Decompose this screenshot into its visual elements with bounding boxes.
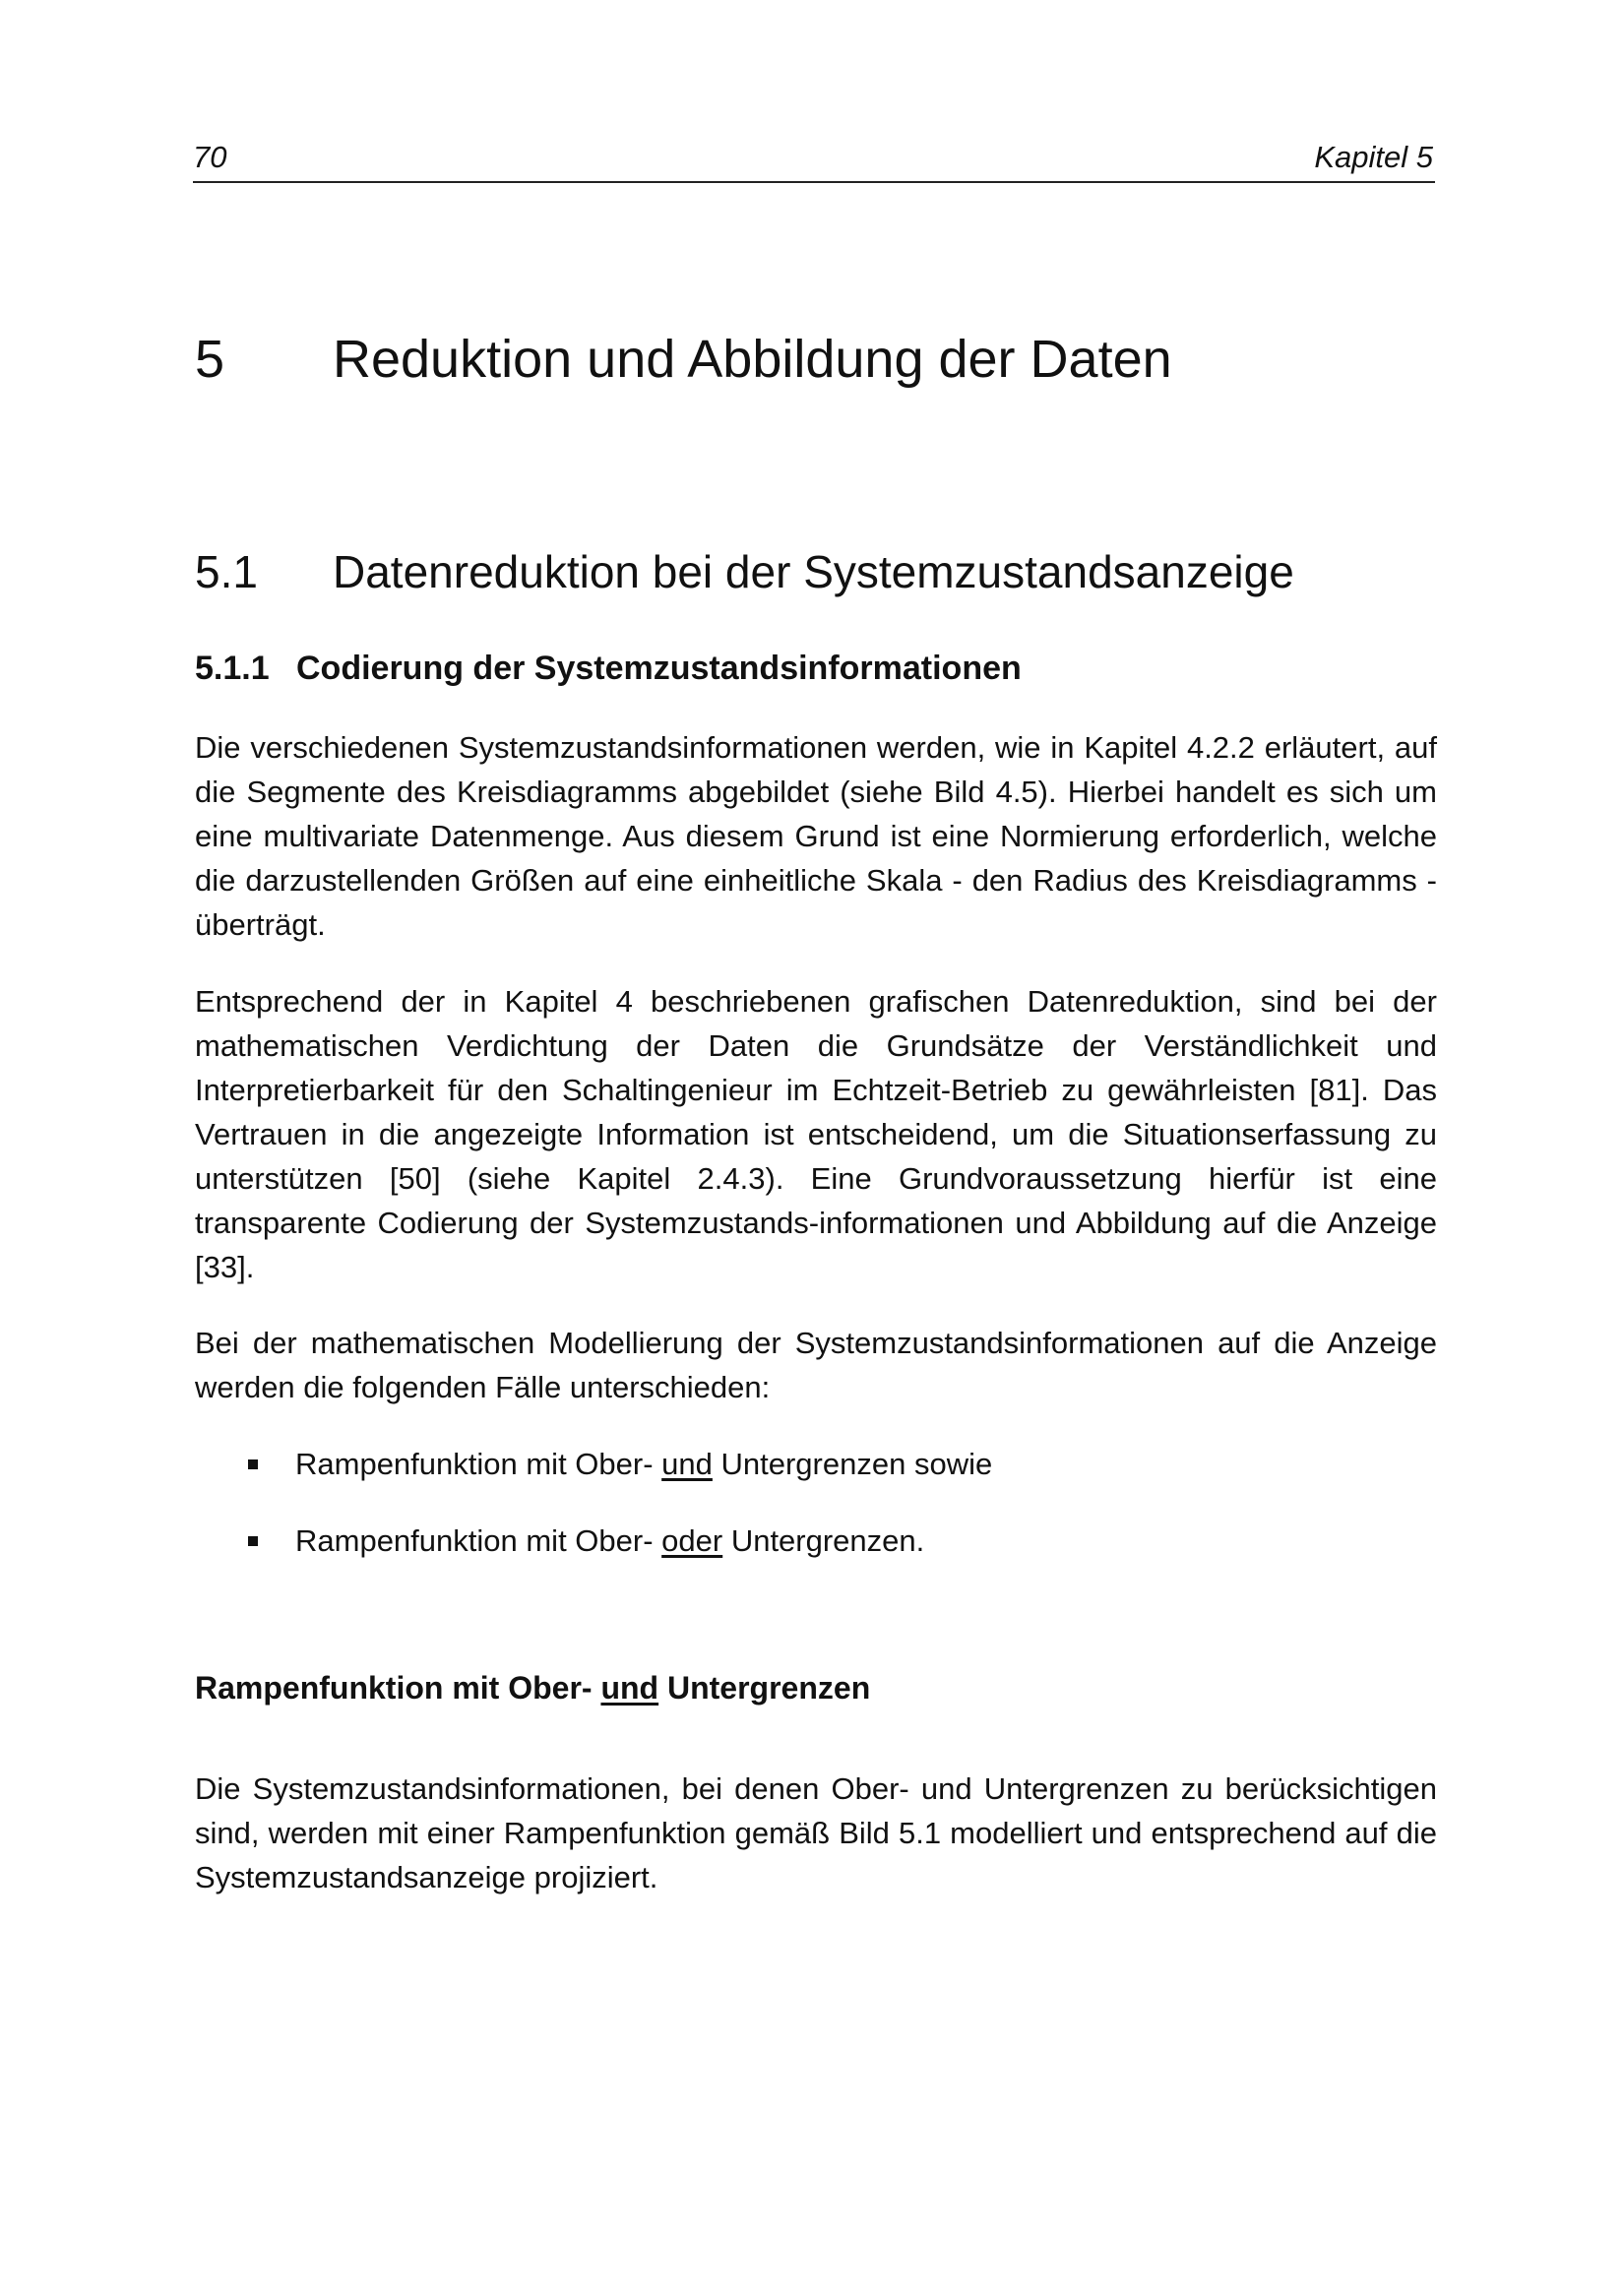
subsection-number: 5.1.1 [195,650,270,687]
bullet-text-before: Rampenfunktion mit Ober- [295,1447,662,1481]
body-paragraph-3: Bei der mathematischen Modellierung der Systemzustandsinformationen auf die Anzeige werden die folgenden Fälle unterschieden: [195,1326,1437,1404]
bullet-emphasis: und [661,1447,713,1481]
run-in-heading [195,1670,870,1706]
subsection-title: Codierung der Systemzustandsinformationen [296,650,1022,687]
square-bullet-icon [248,1536,258,1546]
chapter-number: 5 [195,330,225,389]
list-item [195,1442,1437,1486]
bullet-text-before: Rampenfunktion mit Ober- [295,1523,662,1558]
section-title: Datenreduktion bei der Systemzustandsanzeige [333,546,1294,597]
square-bullet-icon [248,1459,258,1469]
run-in-heading-before: Rampenfunktion mit Ober- [195,1670,601,1706]
section-number: 5.1 [195,546,258,597]
run-in-heading-after: Untergrenzen [658,1670,871,1706]
running-chapter-ref: Kapitel 5 [1314,140,1433,174]
body-paragraph-2: Entsprechend der in Kapitel 4 beschriebenen grafischen Datenreduktion, sind bei der mathematischen Verdichtung der Daten die Grundsätze der Verständlichkeit und Interpretierbarkeit für den Schaltingenieur im Echtzeit-Betrieb zu gewährleisten [81]. Das Vertrauen in die angezeigte Information ist entscheidend, um die Situationserfassung zu unterstützen [50] (siehe Kapitel 2.4.3). Eine Grundvoraussetzung hierfür ist eine transparente Codierung der Systemzustands-informationen und Abbildung auf die Anzeige [33]. [195,984,1437,1284]
list-item [195,1519,1437,1563]
bullet-list-item-1 [195,1442,1437,1486]
closing-paragraph: Die Systemzustandsinformationen, bei denen Ober- und Untergrenzen zu berücksichtigen sind, werden mit einer Rampenfunktion gemäß Bild 5.1 modelliert und entsprechend auf die Systemzustandsanzeige projiziert. [195,1771,1437,1894]
section-heading [195,545,1294,598]
subsection-heading [195,650,1022,688]
bullet-list-item-2 [195,1519,1437,1563]
bullet-text-after: Untergrenzen. [722,1523,925,1558]
bullet-text-after: Untergrenzen sowie [712,1447,993,1481]
chapter-title: Reduktion und Abbildung der Daten [333,330,1172,389]
body-paragraph-1: Die verschiedenen Systemzustandsinformationen werden, wie in Kapitel 4.2.2 erläutert, auf die Segmente des Kreisdiagramms abgebildet (siehe Bild 4.5). Hierbei handelt es sich um eine multivariate Datenmenge. Aus diesem Grund ist eine Normierung erforderlich, welche die darzustellenden Größen auf eine einheitliche Skala - den Radius des Kreisdiagramms - überträgt. [195,730,1437,942]
bullet-emphasis: oder [661,1523,723,1558]
chapter-heading [195,329,1172,390]
run-in-heading-emphasis: und [600,1670,659,1706]
running-header [193,136,1435,183]
page-number: 70 [193,140,227,174]
